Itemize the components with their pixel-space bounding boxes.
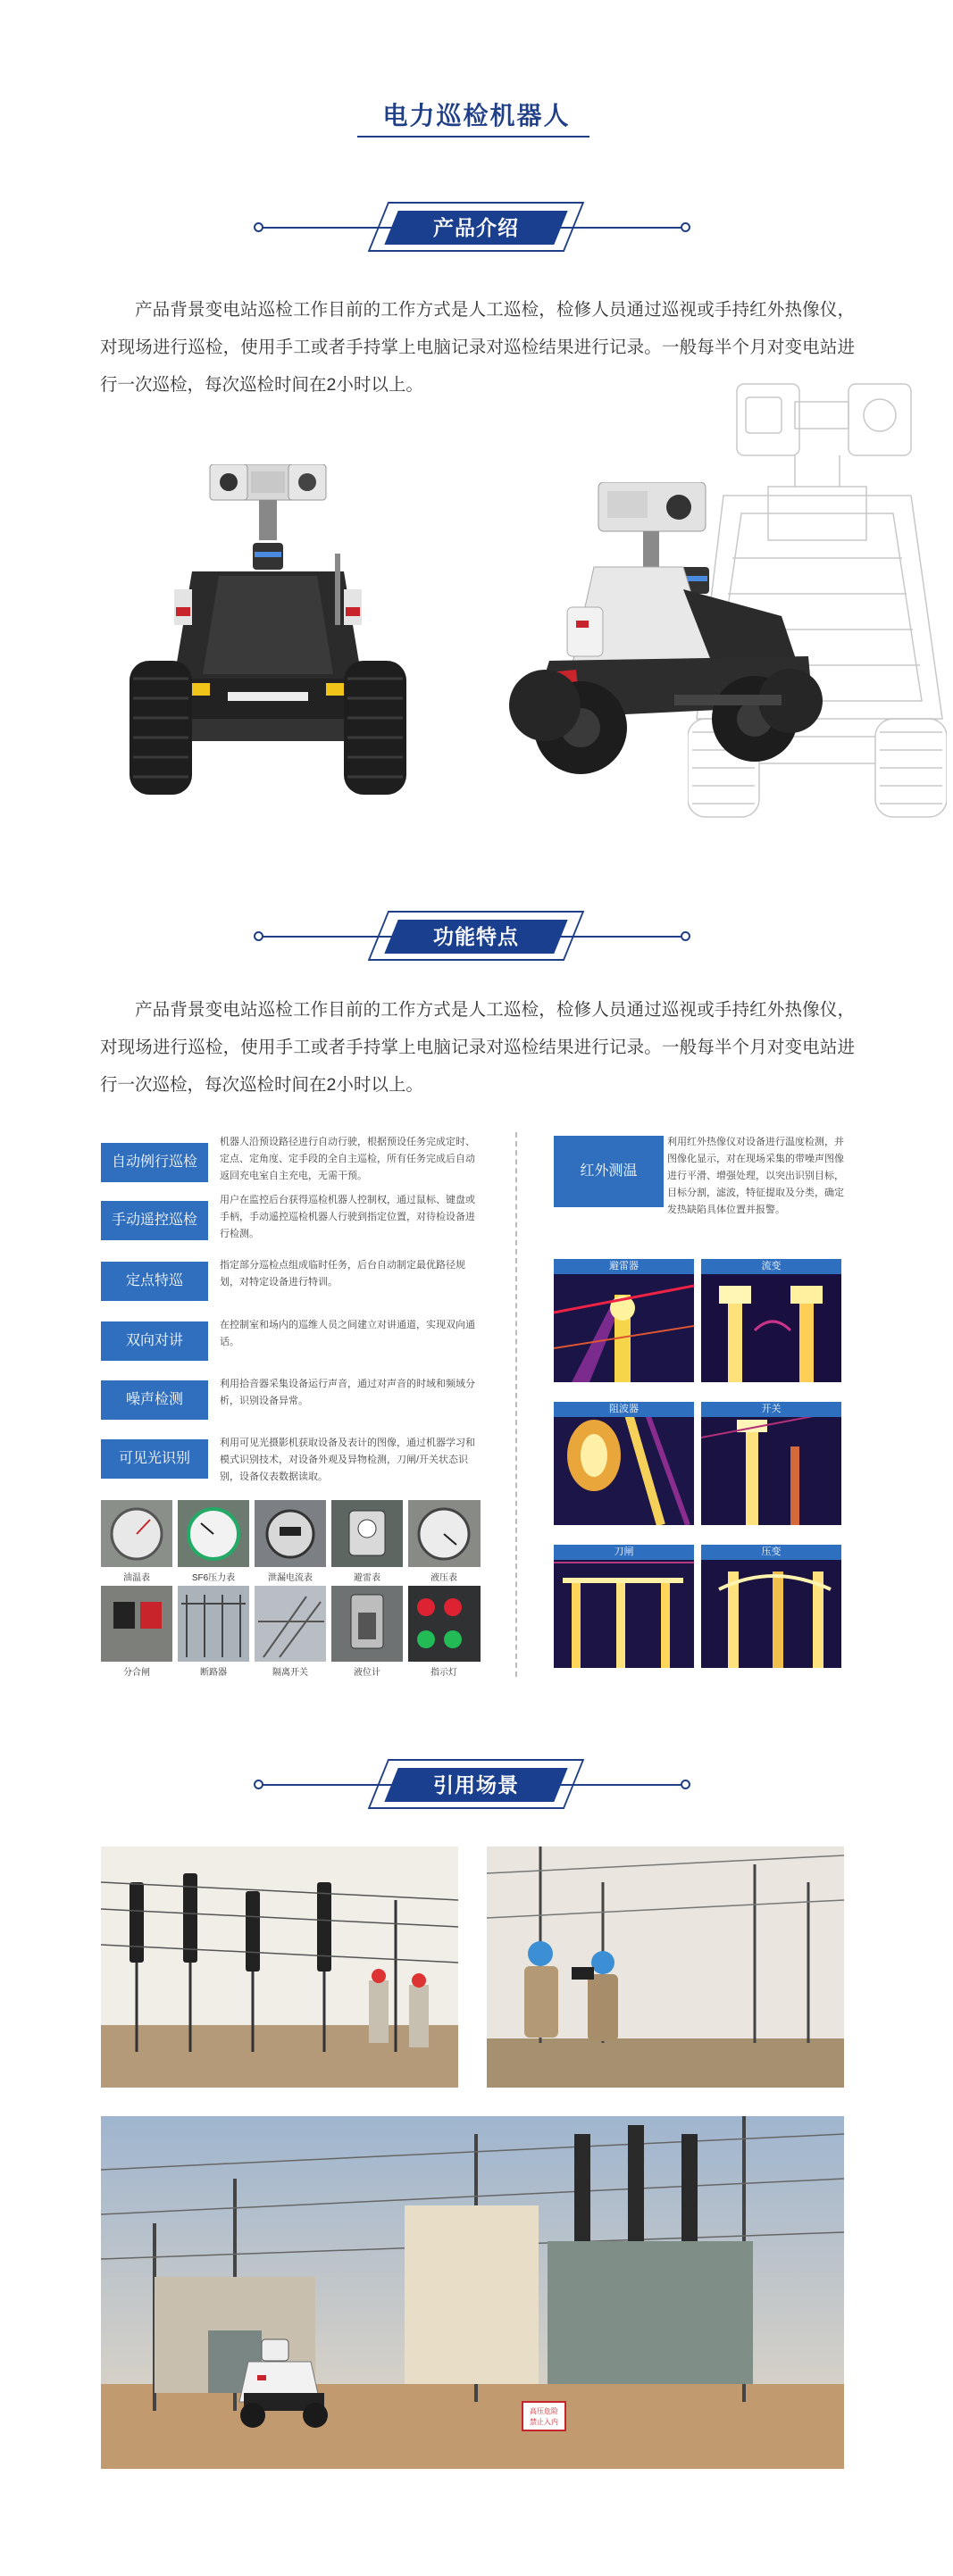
section-dot-left — [254, 931, 263, 941]
meter-label: 断路器 — [200, 1668, 227, 1678]
section-dot-left — [254, 222, 263, 232]
section-title-features: 功能特点 — [433, 925, 519, 948]
section-line-left — [259, 227, 393, 229]
meter-photos-row-1 — [101, 1500, 481, 1567]
section-line-right — [560, 1784, 685, 1786]
thermal-image — [554, 1259, 694, 1382]
section-dot-right — [681, 931, 690, 941]
section-dot-right — [681, 1780, 690, 1789]
thermal-image — [554, 1545, 694, 1668]
feature-noise-desc: 利用拾音器采集设备运行声音，通过对声音的时域和频域分析，识别设备异常。 — [220, 1379, 475, 1406]
section-line-left — [259, 1784, 393, 1786]
robot-side-view — [496, 482, 835, 804]
infrared-image-ct — [701, 1259, 841, 1382]
feature-visible-light: 可见光识别 — [101, 1439, 208, 1479]
feature-visible-light-desc: 利用可见光摄影机获取设备及表计的图像，通过机器学习和模式识别技术，对设备外观及异物检测，刀闸/开关状态识别，设备仪表数据读取。 — [220, 1438, 475, 1482]
infrared-image-switch — [701, 1402, 841, 1525]
meter-label: 隔离开关 — [272, 1668, 308, 1678]
page-title: 电力巡检机器人 — [382, 102, 571, 129]
feature-fixed-point: 定点特巡 — [101, 1262, 208, 1301]
infrared-image-label: 避雷器 — [554, 1259, 694, 1274]
section-line-right — [560, 227, 685, 229]
section-dot-left — [254, 1780, 263, 1789]
meter-label: 指示灯 — [431, 1668, 457, 1678]
features-paragraph: 产品背景变电站巡检工作目前的工作方式是人工巡检，检修人员通过巡视或手持红外热像仪，对现场进行巡检，使用手工或者手持掌上电脑记录对巡检结果进行记录。一般每半个月对变电站进行一次巡检，每次巡检时间在2小时以上。 — [100, 1000, 855, 1095]
warning-sign — [522, 2402, 565, 2430]
meter-label: 泄漏电流表 — [268, 1573, 313, 1583]
intro-paragraph: 产品背景变电站巡检工作目前的工作方式是人工巡检，检修人员通过巡视或手持红外热像仪，对现场进行巡检，使用手工或者手持掌上电脑记录对巡检结果进行记录。一般每半个月对变电站进行一次巡检，每次巡检时间在2小时以上。 — [100, 300, 855, 395]
section-dot-right — [681, 222, 690, 232]
column-divider — [515, 1132, 517, 1677]
thermal-image — [701, 1259, 841, 1382]
infrared-image-pt — [701, 1545, 841, 1668]
feature-intercom-desc: 在控制室和场内的巡维人员之间建立对讲通道，实现双向通话。 — [220, 1320, 475, 1347]
section-header-intro — [0, 202, 953, 255]
feature-intercom: 双向对讲 — [101, 1321, 208, 1361]
infrared-image-arrester — [554, 1259, 694, 1382]
infrared-image-label: 流变 — [701, 1259, 841, 1274]
section-header-scenes — [0, 1759, 953, 1813]
scene-photo-robot-on-site — [101, 2116, 844, 2469]
feature-auto-patrol: 自动例行巡检 — [101, 1143, 208, 1182]
feature-remote-patrol-desc: 用户在监控后台获得巡检机器人控制权，通过鼠标、键盘或手柄，手动遥控巡检机器人行驶到指定位置，对待检设备进行检测。 — [220, 1195, 475, 1239]
warning-sign-line-1: 高压危险 — [530, 2407, 558, 2415]
section-line-right — [560, 936, 685, 938]
infrared-image-disconnector — [554, 1545, 694, 1668]
meter-label: SF6压力表 — [191, 1573, 236, 1583]
feature-fixed-point-desc: 指定部分巡检点组成临时任务，后台自动制定最优路径规划，对特定设备进行特训。 — [220, 1260, 465, 1288]
section-title-scenes: 引用场景 — [433, 1773, 519, 1797]
infrared-image-label: 阻波器 — [554, 1402, 694, 1417]
meter-label: 油温表 — [123, 1573, 150, 1583]
scene-photo-substation-left — [101, 1847, 458, 2088]
infrared-image-label: 压变 — [701, 1545, 841, 1560]
warning-sign-line-2: 禁止入内 — [530, 2418, 558, 2426]
thermal-image — [701, 1545, 841, 1668]
feature-infrared-desc: 利用红外热像仪对设备进行温度检测，并图像化显示，对在现场采集的带噪声图像进行平滑、增强处理，以突出识别目标，目标分割，滤波，特征提取及分类，确定发热缺陷具体位置并报警。 — [667, 1137, 844, 1215]
feature-auto-patrol-desc: 机器人沿预设路径进行自动行驶，根据预设任务完成定时、定点、定角度、定手段的全自主巡检，所有任务完成后自动返回充电室自主充电，无需干预。 — [220, 1137, 475, 1181]
infrared-image-label: 刀闸 — [554, 1545, 694, 1560]
meter-label: 液压表 — [431, 1573, 457, 1583]
feature-remote-patrol: 手动遥控巡检 — [101, 1201, 208, 1240]
title-underline — [357, 136, 589, 138]
infrared-image-wave-trap — [554, 1402, 694, 1525]
thermal-image — [554, 1402, 694, 1525]
thermal-image — [701, 1402, 841, 1525]
feature-noise: 噪声检测 — [101, 1380, 208, 1420]
feature-infrared: 红外测温 — [554, 1136, 664, 1207]
infrared-image-label: 开关 — [701, 1402, 841, 1417]
robot-front-view — [121, 464, 415, 804]
section-header-features — [0, 911, 953, 964]
section-title-intro: 产品介绍 — [433, 216, 519, 239]
meter-photos-row-2 — [101, 1586, 481, 1662]
meter-label: 液位计 — [354, 1668, 380, 1678]
meter-label: 分合闸 — [123, 1668, 150, 1678]
scene-photo-workers-inspecting — [487, 1847, 844, 2088]
meter-label: 避雷表 — [354, 1573, 380, 1583]
section-line-left — [259, 936, 393, 938]
